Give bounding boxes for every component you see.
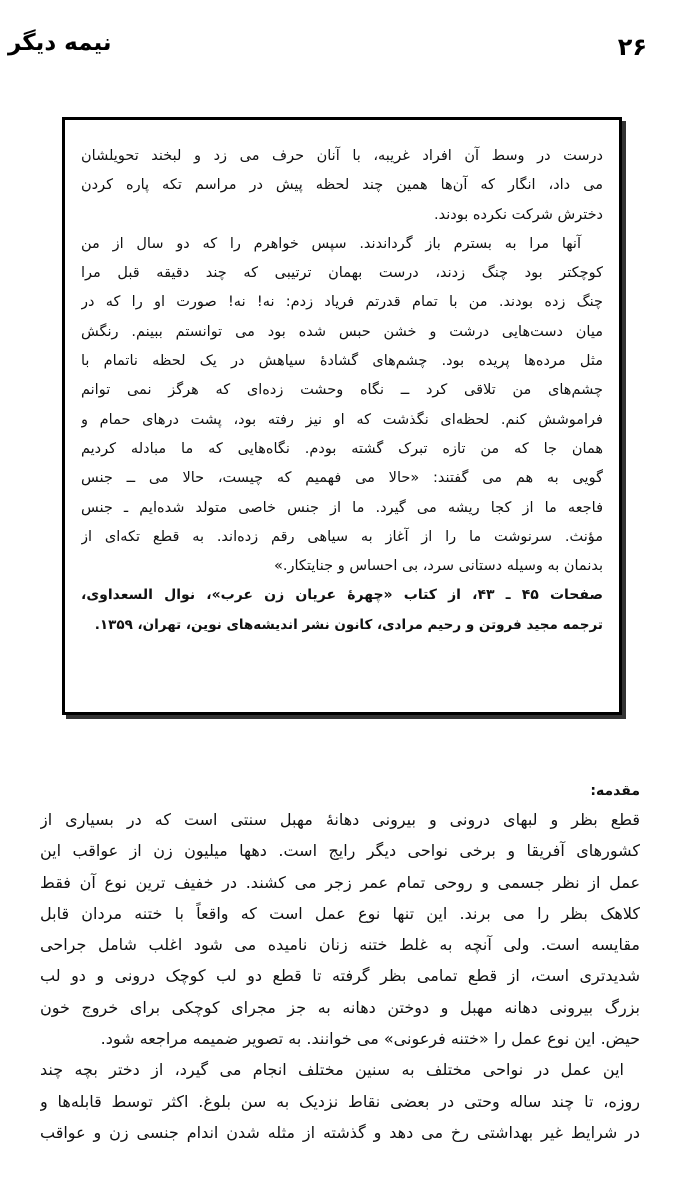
- body-line: قطع بظر و لبهای درونی و بیرونی دهانهٔ مهبل سنتی است که در بسیاری از: [40, 810, 640, 829]
- quote-line: آنها مرا به بسترم باز گرداندند. سپس خواهرم را که دو سال از من: [81, 235, 581, 252]
- quote-line: چنگ زده بودند. من با تمام قدرتم فریاد زدم: نه! نه! صورت او را که در: [81, 294, 603, 311]
- page-number: ۲۶: [617, 33, 647, 61]
- quote-line: دخترش شرکت نکرده بودند.: [434, 206, 603, 223]
- body-line: روزه، تا چند ساله وحتی در بعضی نقاط نزدیک به سن بلوغ. اکثر توسط قابله‌ها و: [40, 1091, 640, 1111]
- body-line: کلاهک بظر را می برند. این تنها نوع عمل است که واقعاً با ختنه مردان قابل: [40, 903, 640, 923]
- quote-source-line: صفحات ۴۵ ـ ۴۳، از کتاب «چهرهٔ عریان زن عرب»، نوال السعداوی،: [81, 587, 603, 604]
- quote-line: گویی به هم می گفتند: «حالا می فهمیم که چیست، حالا می ــ جنس: [81, 470, 603, 487]
- quote-line: میان دست‌هایی درشت و خشن حبس شده بود می توانستم ببینم. رنگش: [81, 323, 603, 340]
- quote-line: مثل مرده‌ها پریده بود. چشم‌های گشادهٔ سیاهش در یک لحظه ناتمام با: [81, 353, 603, 370]
- body-line: کشورهای آفریقا و برخی نواحی دیگر رایج است. دهها میلیون زن از عواقب این: [40, 841, 640, 861]
- quote-line: همان جا که من تازه تبرک گشته بودم. نگاه‌هایی که ما مبادله کردیم: [81, 440, 603, 457]
- body-line: این عمل در نواحی مختلف به سنین مختلف انجام می گیرد، از دختر بچه چند: [40, 1060, 624, 1080]
- introduction-section: [40, 778, 640, 1148]
- quote-line: مؤنث. سرنوشت ما را از آغاز به سیاهی رقم زده‌اند. به قطع تکه‌ای از: [81, 528, 603, 545]
- body-line: شدیدتری است، از قطع تمامی بظر گرفته تا قطع دو لب کوچک درونی و دو لب: [40, 966, 640, 986]
- quote-line: بدنمان به وسیله دستانی سرد، بی احساس و جنایتکار.»: [274, 558, 603, 575]
- body-line: عمل از نظر جسمی و روحی تمام عمر زجر می کشند. در خفیف ترین نوع آن فقط: [40, 872, 640, 892]
- body-line: مقایسه است. ولی آنچه به غلط ختنه زنان نامیده می شود اغلب شامل جراحی: [40, 935, 640, 955]
- quote-source-line: ترجمه مجید فروتن و رحیم مرادی، کانون نشر اندیشه‌های نوین، تهران، ۱۳۵۹.: [94, 616, 603, 633]
- running-head-title: نیمه دیگر: [8, 30, 112, 56]
- quote-line: فراموشش کنم. لحظه‌ای نگذشت که او نیز رفته بود، پشت درهای حمام و: [81, 411, 603, 428]
- quote-line: چشم‌های من تلاقی کرد ــ نگاه وحشت زده‌ای که هرگز نمی توانم: [81, 382, 603, 399]
- body-line: حیض. این نوع عمل را «ختنه فرعونی» می خوانند. به تصویر ضمیمه مراجعه شود.: [100, 1029, 640, 1049]
- quote-line: فاجعه ما از کجا ریشه می گیرد. ما از جنس خاصی متولد شده‌ایم ـ جنس: [81, 499, 603, 516]
- section-heading: مقدمه:: [590, 783, 640, 799]
- body-line: در شرایط غیر بهداشتی رخ می دهد و گذشته از مثله شدن اندام جنسی زن و عواقب: [40, 1122, 640, 1142]
- quote-line: می داد، انگار که آن‌ها همین چند لحظه پیش در مراسم تکه پاره کردن: [81, 177, 603, 194]
- body-line: بزرگ بیرونی دهانه مهبل و دوختن دهانه به جز مجرای کوچکی برای خروج خون: [40, 997, 640, 1017]
- quote-line: درست در وسط آن افراد غریبه، با آنان حرف می زد و لبخند تحویلشان: [81, 148, 603, 164]
- quote-line: کوچکتر بود چنگ زدند، درست بهمان ترتیبی که چند دقیقه قبل مرا: [81, 265, 603, 282]
- quote-box: [62, 117, 622, 715]
